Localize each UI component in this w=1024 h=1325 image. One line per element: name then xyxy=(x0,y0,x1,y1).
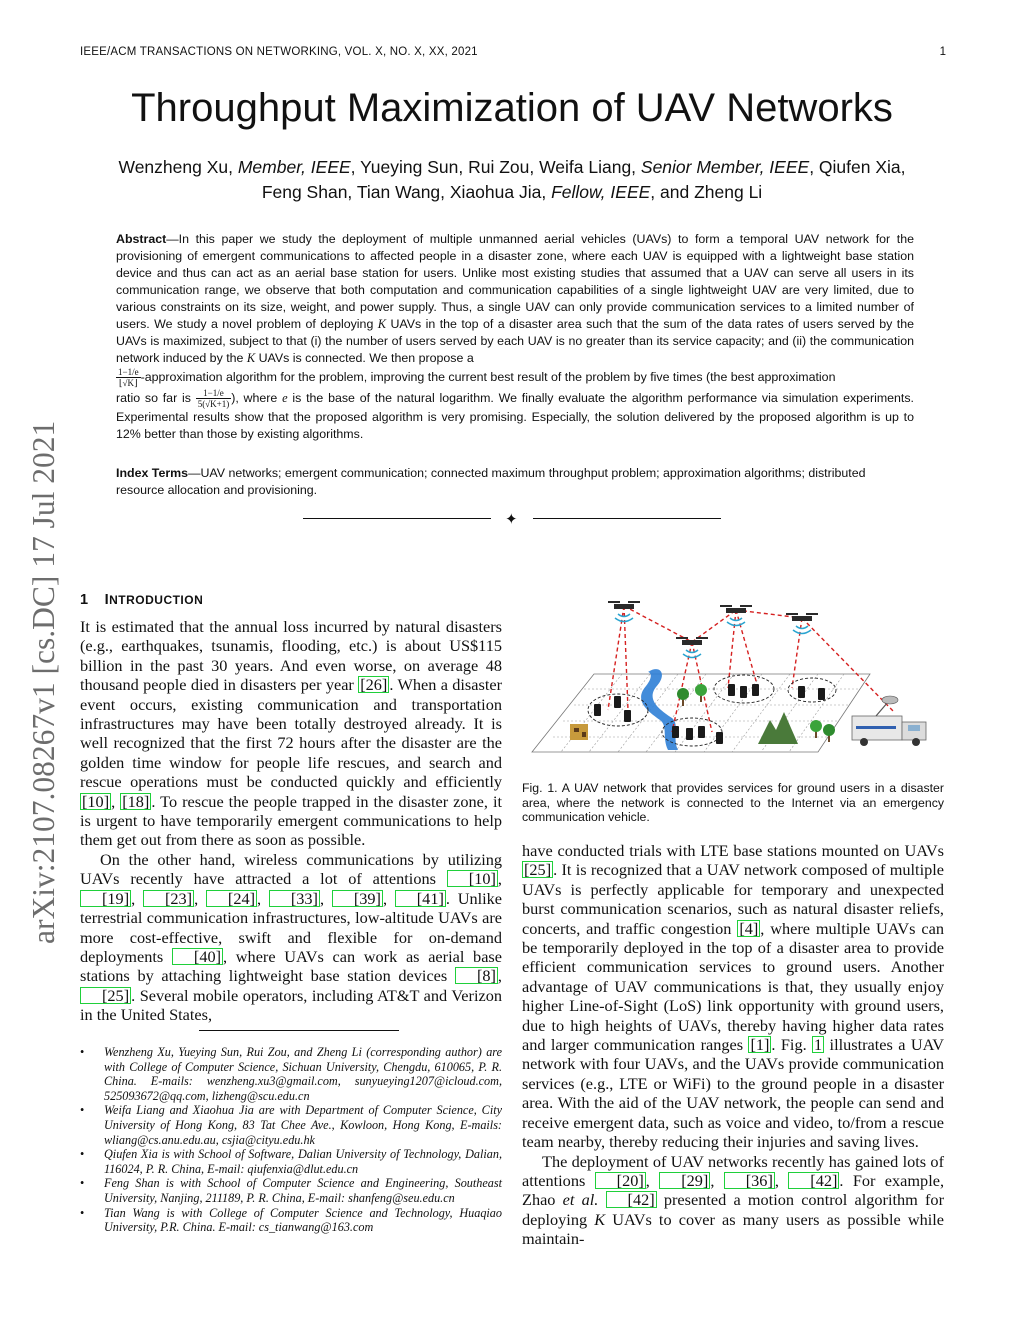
footnote-text: Tian Wang is with College of Computer Science and Technology, Huaqiao University, P.R. China. E-mail: cs_tianwang@163.com xyxy=(104,1205,502,1235)
abstract xyxy=(116,231,914,443)
body-text: UAVs to cover as many users as possible while maintain- xyxy=(522,1209,945,1249)
footnote xyxy=(80,1206,502,1235)
citation-link[interactable]: [25] xyxy=(80,987,131,1004)
bullet-icon: • xyxy=(80,1103,85,1118)
citation-link[interactable]: [25] xyxy=(524,860,552,880)
citation-link[interactable]: [42] xyxy=(606,1191,657,1208)
uav-drone-icon xyxy=(608,602,640,622)
citation-link[interactable]: [20] xyxy=(595,1172,646,1189)
body-text: , where multiple UAVs can be temporarily deployed in the top of a disaster area to provide efficient communication services to ground users. Another advantage of UAV communications is that, they usually enjoy higher Line-of-Sight (LoS) link opportunity with ground users, due to high heights of UAVs, thereby having higher data rates and larger communication ranges xyxy=(522,918,944,1055)
paragraph xyxy=(522,1152,944,1249)
body-text: , xyxy=(194,888,206,908)
figure-uav-network xyxy=(522,592,944,760)
section-divider xyxy=(303,509,721,529)
citation-link[interactable]: [24] xyxy=(206,890,257,907)
citation-link[interactable]: [33] xyxy=(269,890,320,907)
author-text: Feng Shan, Tian Wang, Xiaohua Jia, xyxy=(261,182,552,202)
citation-link[interactable]: [18] xyxy=(122,791,150,811)
citation-link[interactable]: [23] xyxy=(143,890,194,907)
fraction-numerator: 1−1/e xyxy=(196,388,232,399)
bullet-icon: • xyxy=(80,1147,85,1162)
author-title: Fellow, IEEE xyxy=(551,182,651,202)
footnote xyxy=(80,1176,502,1205)
arxiv-stamp: arXiv:2107.08267v1 [cs.DC] 17 Jul 2021 xyxy=(26,420,61,944)
body-text: , xyxy=(382,888,395,908)
citation-link[interactable]: [10] xyxy=(447,870,498,887)
footnote-text: Wenzheng Xu, Yueying Sun, Rui Zou, and Zheng Li (corresponding author) are with College of Computer Science, Sichuan University, Chengdu, 610065, P. R. China. E-mails: wenzheng.xu3@gmail.com, sunyueying1207@icloud.com, 525093672@qq.com, lizheng@scu.edu.cn xyxy=(104,1045,502,1103)
footnotes xyxy=(80,1045,502,1235)
body-text: , xyxy=(497,869,502,889)
footnote-text: Qiufen Xia is with School of Software, Dalian University of Technology, Dalian, 116024, P. R. China, E-mail: qiufenxia@dlut.edu.cn xyxy=(104,1147,502,1176)
figure-caption: Fig. 1. A UAV network that provides services for ground users in a disaster area, where the network is connected to the Internet via an emergency communication vehicle. xyxy=(522,781,944,824)
uav-drone-icon xyxy=(786,614,818,634)
body-text: . Fig. xyxy=(771,1035,813,1055)
body-text: . For example, Zhao xyxy=(522,1170,945,1210)
section-number: 1 xyxy=(80,592,89,608)
page-number: 1 xyxy=(939,46,946,58)
body-text: illustrates a UAV network with four UAVs, and the UAVs provide communication services (e.g., LTE or WiFi) to the ground people in a disaster area. With the aid of the UAV network, the people can send and receive emergent data, such as voice and video, to/from a rescue team nearby, thereby reducing their injuries and saving lives. xyxy=(522,1035,944,1152)
index-terms-label: Index Terms xyxy=(116,466,189,480)
author-text: , Yueying Sun, Rui Zou, Weifa Liang, xyxy=(350,157,641,177)
uav-drone-icon xyxy=(720,606,752,626)
author-list xyxy=(60,155,964,205)
body-text: , xyxy=(111,791,121,811)
abstract-label: Abstract xyxy=(116,232,167,246)
abstract-text: UAVs in the top of a disaster area such that the sum of the data rates of users served by the UAVs is maximized, subject to that (i) the number of users served by each UAV is no greater than its service capacity; and (ii) the communication network induced by the xyxy=(116,317,914,365)
body-text: , xyxy=(497,966,502,986)
citation-link[interactable]: [36] xyxy=(724,1172,775,1189)
index-terms xyxy=(116,465,914,499)
body-text: , xyxy=(131,888,143,908)
citation-link[interactable]: [8] xyxy=(455,967,498,984)
abstract-text: ), where xyxy=(231,390,283,405)
bullet-icon: • xyxy=(80,1205,85,1220)
uav-drone-icon xyxy=(676,638,708,658)
body-text: , xyxy=(710,1170,724,1190)
citation-link[interactable]: [26] xyxy=(360,675,388,695)
paragraph xyxy=(80,850,502,1025)
footnote-rule xyxy=(199,1030,399,1031)
emergency-vehicle-icon xyxy=(852,696,926,746)
body-text: . It is recognized that a UAV network composed of multiple UAVs is perfectly applicable for temporary and unexpected burst communication scenarios, such as natural disaster reliefs, concerts, and traffic congestion xyxy=(522,860,944,938)
paper-title: Throughput Maximization of UAV Networks xyxy=(131,86,893,130)
footnote xyxy=(80,1147,502,1176)
body-text: The deployment of UAV networks recently has gained lots of attentions xyxy=(522,1151,944,1190)
paragraph xyxy=(80,617,502,850)
citation-link[interactable]: [19] xyxy=(80,890,131,907)
running-header: IEEE/ACM TRANSACTIONS ON NETWORKING, VOL. X, NO. X, XX, 2021 xyxy=(80,46,478,58)
bullet-icon: • xyxy=(80,1045,85,1059)
body-text: It is estimated that the annual loss incurred by natural disasters (e.g., earthquakes, tsunamis, flooding, etc.) is about US$115 billion in the past 30 years. And even worse, on average 48 thousand people died in disasters per year xyxy=(80,617,502,695)
body-text: On the other hand, wireless communications by utilizing UAVs recently have attracted a lot of attentions xyxy=(80,849,502,889)
citation-link[interactable]: [4] xyxy=(739,918,759,938)
uav-network-illustration xyxy=(522,592,944,760)
math-e: e xyxy=(282,390,288,405)
rubble-icon xyxy=(570,724,588,740)
section-heading xyxy=(80,592,203,608)
body-text: et al. xyxy=(562,1190,599,1210)
best-ratio-fraction xyxy=(196,388,232,409)
citation-link[interactable]: [39] xyxy=(332,890,383,907)
footnote-text: Weifa Liang and Xiaohua Jia are with Department of Computer Science, City University of Hong Kong, 83 Tat Chee Ave., Kowloon, Hong Kong, E-mails: wliang@cs.anu.edu.au, csjia@cityu.edu.hk xyxy=(104,1103,502,1147)
citation-link[interactable]: [1] xyxy=(750,1035,770,1055)
body-text: , where UAVs can work as aerial base stations by attaching lightweight base station devices xyxy=(80,946,502,986)
paragraph xyxy=(522,841,944,1152)
fraction-denominator: 5(√K+1) xyxy=(197,399,230,409)
body-text: presented a motion control algorithm for deploying xyxy=(522,1190,944,1229)
fraction-numerator: 1−1/e xyxy=(118,367,139,377)
divider-diamond-icon: ✦ xyxy=(505,512,518,528)
uav-links xyxy=(608,606,894,732)
abstract-text: -approximation algorithm for the problem, improving the current best result of the problem by five times (the best approximation xyxy=(140,369,836,384)
author-title: Member, IEEE xyxy=(237,157,351,177)
approx-ratio-fraction xyxy=(116,367,141,388)
math-k: K xyxy=(594,1209,606,1229)
body-text: , xyxy=(645,1170,660,1190)
math-k: K xyxy=(246,351,256,365)
bullet-icon: • xyxy=(80,1176,85,1191)
abstract-text: ratio so far is xyxy=(116,390,196,405)
body-text: , xyxy=(319,888,332,908)
section-title-initial: I xyxy=(104,592,110,608)
footnote xyxy=(80,1045,502,1103)
citation-link[interactable]: [40] xyxy=(172,948,223,965)
section-title-rest: NTRODUCTION xyxy=(109,593,204,607)
body-text: have conducted trials with LTE base stations mounted on UAVs xyxy=(522,841,944,860)
citation-link[interactable]: [29] xyxy=(659,1172,710,1189)
fraction-denominator: ⌊√K⌋ xyxy=(119,378,138,388)
footnote xyxy=(80,1103,502,1147)
divider-line xyxy=(303,518,491,519)
footnote-text: Feng Shan is with School of Computer Science and Engineering, Southeast University, Nanjing, 211189, P. R. China, E-mail: shanfeng@seu.edu.cn xyxy=(104,1176,502,1205)
author-text: , and Zheng Li xyxy=(650,182,763,202)
figure-link[interactable]: 1 xyxy=(814,1035,823,1055)
abstract-text: is the base of the natural logarithm. We finally evaluate the algorithm performance via simulation experiments. Experimental results show that the proposed algorithm is very promising. Especially, the solution delivered by the proposed algorithm is up to 12% better than those by existing algorithms. xyxy=(116,390,915,441)
author-text: Wenzheng Xu, xyxy=(118,157,238,177)
divider-line xyxy=(533,518,721,519)
body-text: . To rescue the people trapped in the disaster zone, it is urgent to have temporarily emergent communications to help them get out from there as soon as possible. xyxy=(80,791,503,850)
citation-link[interactable]: [41] xyxy=(395,890,446,907)
body-text: , xyxy=(774,1170,789,1190)
index-terms-text: —UAV networks; emergent communication; connected maximum throughput problem; approximation algorithms; distributed resource allocation and provisioning. xyxy=(116,466,866,497)
body-text: . Several mobile operators, including AT&T and Verizon in the United States, xyxy=(80,985,502,1025)
body-text: . When a disaster event occurs, existing communication and transportation infrastructures may have been totally destroyed already. It is well recognized that the first 72 hours after the disaster are the golden time window for people life rescues, and search and rescue operations must be conducted quickly and efficiently xyxy=(80,675,503,792)
body-text xyxy=(598,1190,605,1209)
abstract-text: UAVs is connected. We then propose a xyxy=(255,351,474,365)
body-text: , xyxy=(257,888,269,908)
author-title: Senior Member, IEEE xyxy=(640,157,810,177)
body-text: . Unlike terrestrial communication infrastructures, low-altitude UAVs are more cost-effective, swift and flexible for on-demand deployments xyxy=(80,888,503,966)
citation-link[interactable]: [10] xyxy=(82,791,110,811)
right-column-body xyxy=(522,841,944,1249)
citation-link[interactable]: [42] xyxy=(788,1172,839,1189)
author-text: , Qiufen Xia, xyxy=(809,157,906,177)
math-k: K xyxy=(377,317,387,331)
mountain-icon xyxy=(758,712,798,744)
abstract-text: —In this paper we study the deployment of multiple unmanned aerial vehicles (UAVs) to form a temporal UAV network for the provisioning of emergent communications to affected people in a disaster zone, where each UAV is equipped with a lightweight base station device and thus can act as an aerial base station for users. Unlike most existing studies that assumed that a UAV can serve all users in its communication range, we observe that both computation and communication capabilities of a single lightweight UAV are very limited, due to various constraints on its size, weight, and power supply. Thus, a single UAV can only provide communication services to a limited number of users. We study a novel problem of deploying xyxy=(116,232,914,331)
left-column-body xyxy=(80,617,502,1025)
